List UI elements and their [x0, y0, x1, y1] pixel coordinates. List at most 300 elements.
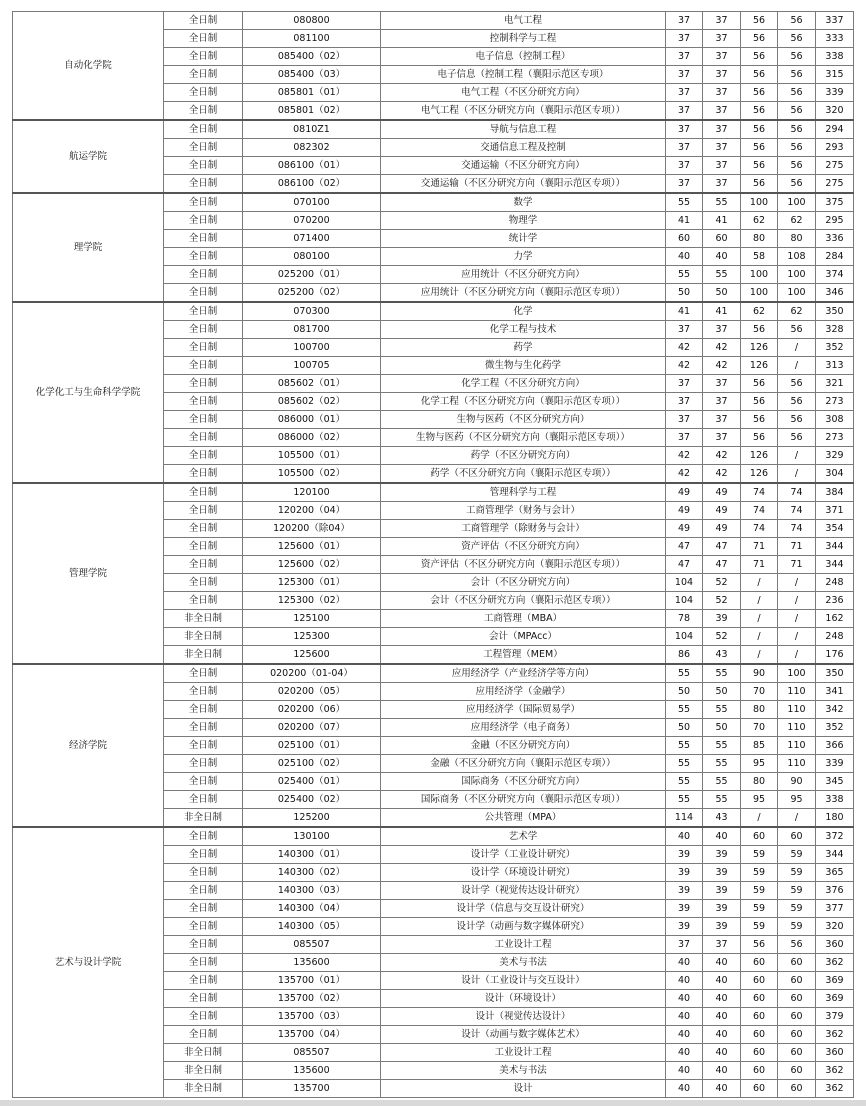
study-mode-cell: 全日制 — [164, 719, 243, 737]
course2-score-cell: 74 — [778, 483, 816, 502]
english-score-cell: 37 — [703, 157, 741, 175]
politics-score-cell: 49 — [666, 520, 703, 538]
major-name-cell: 会计（MPAcc） — [381, 628, 666, 646]
course2-score-cell: 56 — [778, 66, 816, 84]
english-score-cell: 43 — [703, 809, 741, 828]
politics-score-cell: 39 — [666, 846, 703, 864]
course1-score-cell: 56 — [741, 321, 778, 339]
english-score-cell: 37 — [703, 175, 741, 194]
politics-score-cell: 49 — [666, 483, 703, 502]
politics-score-cell: 50 — [666, 683, 703, 701]
major-name-cell: 艺术学 — [381, 827, 666, 846]
major-name-cell: 工业设计工程 — [381, 1044, 666, 1062]
major-name-cell: 生物与医药（不区分研究方向） — [381, 411, 666, 429]
course2-score-cell: 56 — [778, 393, 816, 411]
major-code-cell: 125100 — [243, 610, 381, 628]
major-name-cell: 设计（视觉传达设计） — [381, 1008, 666, 1026]
major-code-cell: 025200（01） — [243, 266, 381, 284]
english-score-cell: 55 — [703, 701, 741, 719]
politics-score-cell: 55 — [666, 755, 703, 773]
major-name-cell: 工程管理（MEM） — [381, 646, 666, 665]
total-score-cell: 372 — [816, 827, 854, 846]
score-table-body — [13, 12, 854, 1098]
politics-score-cell: 37 — [666, 157, 703, 175]
major-name-cell: 资产评估（不区分研究方向（襄阳示范区专项）） — [381, 556, 666, 574]
politics-score-cell: 50 — [666, 719, 703, 737]
table-row — [13, 12, 854, 30]
course2-score-cell: / — [778, 592, 816, 610]
major-name-cell: 控制科学与工程 — [381, 30, 666, 48]
politics-score-cell: 60 — [666, 230, 703, 248]
major-code-cell: 025400（02） — [243, 791, 381, 809]
major-name-cell: 设计学（信息与交互设计研究） — [381, 900, 666, 918]
major-name-cell: 导航与信息工程 — [381, 120, 666, 139]
politics-score-cell: 55 — [666, 737, 703, 755]
course1-score-cell: 56 — [741, 120, 778, 139]
politics-score-cell: 55 — [666, 773, 703, 791]
politics-score-cell: 37 — [666, 48, 703, 66]
study-mode-cell: 非全日制 — [164, 610, 243, 628]
english-score-cell: 49 — [703, 520, 741, 538]
major-code-cell: 125600（01） — [243, 538, 381, 556]
total-score-cell: 337 — [816, 12, 854, 30]
politics-score-cell: 78 — [666, 610, 703, 628]
politics-score-cell: 49 — [666, 502, 703, 520]
politics-score-cell: 47 — [666, 556, 703, 574]
total-score-cell: 295 — [816, 212, 854, 230]
english-score-cell: 40 — [703, 1026, 741, 1044]
course2-score-cell: 60 — [778, 827, 816, 846]
politics-score-cell: 37 — [666, 120, 703, 139]
politics-score-cell: 37 — [666, 411, 703, 429]
english-score-cell: 52 — [703, 574, 741, 592]
course1-score-cell: 56 — [741, 48, 778, 66]
study-mode-cell: 全日制 — [164, 120, 243, 139]
major-name-cell: 应用统计（不区分研究方向（襄阳示范区专项）） — [381, 284, 666, 303]
english-score-cell: 40 — [703, 990, 741, 1008]
course2-score-cell: 60 — [778, 972, 816, 990]
english-score-cell: 43 — [703, 646, 741, 665]
course2-score-cell: / — [778, 339, 816, 357]
total-score-cell: 321 — [816, 375, 854, 393]
politics-score-cell: 104 — [666, 574, 703, 592]
politics-score-cell: 40 — [666, 972, 703, 990]
course1-score-cell: 62 — [741, 212, 778, 230]
major-name-cell: 设计（工业设计与交互设计） — [381, 972, 666, 990]
total-score-cell: 377 — [816, 900, 854, 918]
table-row — [13, 120, 854, 139]
english-score-cell: 37 — [703, 139, 741, 157]
study-mode-cell: 全日制 — [164, 538, 243, 556]
politics-score-cell: 40 — [666, 1062, 703, 1080]
course2-score-cell: 59 — [778, 864, 816, 882]
course2-score-cell: 62 — [778, 212, 816, 230]
major-code-cell: 085400（02） — [243, 48, 381, 66]
total-score-cell: 362 — [816, 954, 854, 972]
politics-score-cell: 40 — [666, 1080, 703, 1098]
course1-score-cell: 80 — [741, 230, 778, 248]
total-score-cell: 162 — [816, 610, 854, 628]
study-mode-cell: 全日制 — [164, 447, 243, 465]
course1-score-cell: 56 — [741, 12, 778, 30]
major-name-cell: 工商管理学（除财务与会计） — [381, 520, 666, 538]
major-code-cell: 0810Z1 — [243, 120, 381, 139]
english-score-cell: 39 — [703, 610, 741, 628]
major-code-cell: 135600 — [243, 954, 381, 972]
course2-score-cell: / — [778, 646, 816, 665]
course1-score-cell: 56 — [741, 66, 778, 84]
total-score-cell: 362 — [816, 1080, 854, 1098]
total-score-cell: 384 — [816, 483, 854, 502]
course1-score-cell: 58 — [741, 248, 778, 266]
study-mode-cell: 全日制 — [164, 411, 243, 429]
total-score-cell: 345 — [816, 773, 854, 791]
major-code-cell: 086000（01） — [243, 411, 381, 429]
politics-score-cell: 40 — [666, 990, 703, 1008]
course1-score-cell: 100 — [741, 193, 778, 212]
course1-score-cell: 60 — [741, 1080, 778, 1098]
course2-score-cell: 110 — [778, 701, 816, 719]
major-name-cell: 设计学（动画与数字媒体研究） — [381, 918, 666, 936]
english-score-cell: 37 — [703, 375, 741, 393]
course2-score-cell: / — [778, 628, 816, 646]
major-code-cell: 080100 — [243, 248, 381, 266]
study-mode-cell: 全日制 — [164, 483, 243, 502]
course2-score-cell: 60 — [778, 1026, 816, 1044]
course1-score-cell: / — [741, 628, 778, 646]
table-row — [13, 483, 854, 502]
politics-score-cell: 37 — [666, 175, 703, 194]
table-row — [13, 827, 854, 846]
study-mode-cell: 全日制 — [164, 212, 243, 230]
major-code-cell: 135700（03） — [243, 1008, 381, 1026]
study-mode-cell: 非全日制 — [164, 1044, 243, 1062]
major-name-cell: 管理科学与工程 — [381, 483, 666, 502]
course2-score-cell: / — [778, 357, 816, 375]
table-row — [13, 302, 854, 321]
course2-score-cell: 56 — [778, 139, 816, 157]
politics-score-cell: 39 — [666, 918, 703, 936]
major-code-cell: 070300 — [243, 302, 381, 321]
english-score-cell: 42 — [703, 357, 741, 375]
politics-score-cell: 37 — [666, 102, 703, 121]
course1-score-cell: 60 — [741, 1062, 778, 1080]
study-mode-cell: 全日制 — [164, 556, 243, 574]
major-name-cell: 会计（不区分研究方向） — [381, 574, 666, 592]
major-name-cell: 物理学 — [381, 212, 666, 230]
study-mode-cell: 全日制 — [164, 465, 243, 484]
major-name-cell: 设计学（视觉传达设计研究） — [381, 882, 666, 900]
total-score-cell: 275 — [816, 175, 854, 194]
study-mode-cell: 全日制 — [164, 900, 243, 918]
english-score-cell: 39 — [703, 864, 741, 882]
study-mode-cell: 全日制 — [164, 737, 243, 755]
major-name-cell: 应用统计（不区分研究方向） — [381, 266, 666, 284]
study-mode-cell: 全日制 — [164, 990, 243, 1008]
study-mode-cell: 全日制 — [164, 12, 243, 30]
course2-score-cell: 60 — [778, 1008, 816, 1026]
course2-score-cell: / — [778, 447, 816, 465]
major-code-cell: 020200（06） — [243, 701, 381, 719]
course1-score-cell: 126 — [741, 465, 778, 484]
major-code-cell: 071400 — [243, 230, 381, 248]
politics-score-cell: 41 — [666, 212, 703, 230]
english-score-cell: 50 — [703, 719, 741, 737]
major-name-cell: 力学 — [381, 248, 666, 266]
total-score-cell: 344 — [816, 846, 854, 864]
course2-score-cell: 56 — [778, 30, 816, 48]
total-score-cell: 369 — [816, 990, 854, 1008]
course2-score-cell: 62 — [778, 302, 816, 321]
english-score-cell: 37 — [703, 48, 741, 66]
study-mode-cell: 全日制 — [164, 357, 243, 375]
college-cell: 航运学院 — [13, 120, 164, 193]
study-mode-cell: 非全日制 — [164, 1080, 243, 1098]
politics-score-cell: 55 — [666, 664, 703, 683]
course2-score-cell: 110 — [778, 737, 816, 755]
english-score-cell: 40 — [703, 954, 741, 972]
english-score-cell: 37 — [703, 936, 741, 954]
study-mode-cell: 全日制 — [164, 755, 243, 773]
major-name-cell: 药学 — [381, 339, 666, 357]
course1-score-cell: 56 — [741, 175, 778, 194]
major-code-cell: 025200（02） — [243, 284, 381, 303]
major-name-cell: 应用经济学（金融学） — [381, 683, 666, 701]
study-mode-cell: 全日制 — [164, 502, 243, 520]
major-name-cell: 应用经济学（电子商务） — [381, 719, 666, 737]
politics-score-cell: 86 — [666, 646, 703, 665]
english-score-cell: 55 — [703, 791, 741, 809]
study-mode-cell: 全日制 — [164, 664, 243, 683]
study-mode-cell: 全日制 — [164, 393, 243, 411]
total-score-cell: 304 — [816, 465, 854, 484]
major-code-cell: 085801（01） — [243, 84, 381, 102]
study-mode-cell: 全日制 — [164, 864, 243, 882]
course2-score-cell: 56 — [778, 84, 816, 102]
course2-score-cell: 110 — [778, 755, 816, 773]
course1-score-cell: 74 — [741, 520, 778, 538]
major-code-cell: 140300（03） — [243, 882, 381, 900]
course1-score-cell: 80 — [741, 701, 778, 719]
course1-score-cell: 71 — [741, 538, 778, 556]
english-score-cell: 40 — [703, 1044, 741, 1062]
english-score-cell: 60 — [703, 230, 741, 248]
major-code-cell: 080800 — [243, 12, 381, 30]
study-mode-cell: 全日制 — [164, 266, 243, 284]
course2-score-cell: 56 — [778, 429, 816, 447]
course2-score-cell: / — [778, 574, 816, 592]
total-score-cell: 352 — [816, 339, 854, 357]
english-score-cell: 55 — [703, 266, 741, 284]
course1-score-cell: 59 — [741, 864, 778, 882]
study-mode-cell: 全日制 — [164, 972, 243, 990]
total-score-cell: 273 — [816, 429, 854, 447]
total-score-cell: 354 — [816, 520, 854, 538]
total-score-cell: 320 — [816, 918, 854, 936]
politics-score-cell: 39 — [666, 882, 703, 900]
study-mode-cell: 非全日制 — [164, 1062, 243, 1080]
course1-score-cell: / — [741, 809, 778, 828]
total-score-cell: 339 — [816, 84, 854, 102]
major-code-cell: 125300 — [243, 628, 381, 646]
major-code-cell: 020200（05） — [243, 683, 381, 701]
english-score-cell: 39 — [703, 882, 741, 900]
politics-score-cell: 55 — [666, 193, 703, 212]
major-code-cell: 105500（02） — [243, 465, 381, 484]
politics-score-cell: 37 — [666, 66, 703, 84]
politics-score-cell: 50 — [666, 284, 703, 303]
college-cell: 艺术与设计学院 — [13, 827, 164, 1098]
college-cell: 经济学院 — [13, 664, 164, 827]
politics-score-cell: 37 — [666, 12, 703, 30]
course1-score-cell: 74 — [741, 483, 778, 502]
course2-score-cell: 74 — [778, 520, 816, 538]
major-code-cell: 085602（01） — [243, 375, 381, 393]
course1-score-cell: 59 — [741, 846, 778, 864]
course1-score-cell: 100 — [741, 266, 778, 284]
study-mode-cell: 全日制 — [164, 791, 243, 809]
study-mode-cell: 非全日制 — [164, 809, 243, 828]
major-name-cell: 电气工程（不区分研究方向） — [381, 84, 666, 102]
course1-score-cell: 95 — [741, 755, 778, 773]
course2-score-cell: 110 — [778, 683, 816, 701]
major-name-cell: 金融（不区分研究方向（襄阳示范区专项）） — [381, 755, 666, 773]
course2-score-cell: 60 — [778, 1062, 816, 1080]
course2-score-cell: 90 — [778, 773, 816, 791]
major-name-cell: 工业设计工程 — [381, 936, 666, 954]
total-score-cell: 344 — [816, 556, 854, 574]
politics-score-cell: 41 — [666, 302, 703, 321]
major-name-cell: 药学（不区分研究方向） — [381, 447, 666, 465]
study-mode-cell: 全日制 — [164, 302, 243, 321]
total-score-cell: 360 — [816, 1044, 854, 1062]
total-score-cell: 333 — [816, 30, 854, 48]
course2-score-cell: 95 — [778, 791, 816, 809]
major-name-cell: 化学工程（不区分研究方向） — [381, 375, 666, 393]
english-score-cell: 40 — [703, 972, 741, 990]
study-mode-cell: 全日制 — [164, 248, 243, 266]
course2-score-cell: 56 — [778, 411, 816, 429]
major-code-cell: 082302 — [243, 139, 381, 157]
major-code-cell: 070200 — [243, 212, 381, 230]
course1-score-cell: 95 — [741, 791, 778, 809]
total-score-cell: 346 — [816, 284, 854, 303]
english-score-cell: 47 — [703, 538, 741, 556]
course1-score-cell: 80 — [741, 773, 778, 791]
course2-score-cell: 56 — [778, 120, 816, 139]
english-score-cell: 39 — [703, 918, 741, 936]
total-score-cell: 350 — [816, 302, 854, 321]
course1-score-cell: 56 — [741, 936, 778, 954]
study-mode-cell: 全日制 — [164, 520, 243, 538]
politics-score-cell: 37 — [666, 84, 703, 102]
course2-score-cell: 56 — [778, 102, 816, 121]
study-mode-cell: 全日制 — [164, 773, 243, 791]
major-name-cell: 美术与书法 — [381, 1062, 666, 1080]
major-name-cell: 设计学（环境设计研究） — [381, 864, 666, 882]
major-code-cell: 125200 — [243, 809, 381, 828]
english-score-cell: 52 — [703, 592, 741, 610]
course2-score-cell: 60 — [778, 954, 816, 972]
english-score-cell: 50 — [703, 284, 741, 303]
study-mode-cell: 全日制 — [164, 1008, 243, 1026]
english-score-cell: 41 — [703, 302, 741, 321]
major-code-cell: 120200（除04） — [243, 520, 381, 538]
english-score-cell: 55 — [703, 193, 741, 212]
total-score-cell: 376 — [816, 882, 854, 900]
course2-score-cell: 59 — [778, 918, 816, 936]
politics-score-cell: 37 — [666, 936, 703, 954]
major-code-cell: 086000（02） — [243, 429, 381, 447]
major-name-cell: 应用经济学（产业经济学等方向） — [381, 664, 666, 683]
english-score-cell: 47 — [703, 556, 741, 574]
major-name-cell: 药学（不区分研究方向（襄阳示范区专项）） — [381, 465, 666, 484]
major-name-cell: 交通运输（不区分研究方向（襄阳示范区专项）） — [381, 175, 666, 194]
major-name-cell: 国际商务（不区分研究方向） — [381, 773, 666, 791]
course1-score-cell: / — [741, 610, 778, 628]
english-score-cell: 55 — [703, 755, 741, 773]
english-score-cell: 40 — [703, 1008, 741, 1026]
major-code-cell: 100705 — [243, 357, 381, 375]
total-score-cell: 371 — [816, 502, 854, 520]
major-code-cell: 020200（07） — [243, 719, 381, 737]
politics-score-cell: 40 — [666, 954, 703, 972]
major-code-cell: 135600 — [243, 1062, 381, 1080]
course1-score-cell: 62 — [741, 302, 778, 321]
study-mode-cell: 全日制 — [164, 66, 243, 84]
english-score-cell: 39 — [703, 900, 741, 918]
study-mode-cell: 全日制 — [164, 375, 243, 393]
politics-score-cell: 37 — [666, 375, 703, 393]
course1-score-cell: 60 — [741, 1026, 778, 1044]
major-code-cell: 125300（01） — [243, 574, 381, 592]
major-code-cell: 125300（02） — [243, 592, 381, 610]
bottom-scrollbar[interactable] — [0, 1100, 866, 1106]
english-score-cell: 50 — [703, 683, 741, 701]
study-mode-cell: 全日制 — [164, 48, 243, 66]
total-score-cell: 338 — [816, 48, 854, 66]
total-score-cell: 293 — [816, 139, 854, 157]
course1-score-cell: 60 — [741, 972, 778, 990]
course2-score-cell: 56 — [778, 321, 816, 339]
total-score-cell: 294 — [816, 120, 854, 139]
course2-score-cell: 110 — [778, 719, 816, 737]
total-score-cell: 180 — [816, 809, 854, 828]
college-cell: 自动化学院 — [13, 12, 164, 121]
politics-score-cell: 37 — [666, 429, 703, 447]
major-code-cell: 125600 — [243, 646, 381, 665]
course2-score-cell: 59 — [778, 846, 816, 864]
course1-score-cell: 70 — [741, 719, 778, 737]
english-score-cell: 55 — [703, 664, 741, 683]
course2-score-cell: 56 — [778, 12, 816, 30]
politics-score-cell: 39 — [666, 864, 703, 882]
english-score-cell: 49 — [703, 483, 741, 502]
major-name-cell: 化学 — [381, 302, 666, 321]
major-name-cell: 会计（不区分研究方向（襄阳示范区专项）） — [381, 592, 666, 610]
english-score-cell: 55 — [703, 773, 741, 791]
major-code-cell: 135700（01） — [243, 972, 381, 990]
course1-score-cell: 56 — [741, 375, 778, 393]
course2-score-cell: 100 — [778, 664, 816, 683]
score-table — [12, 11, 854, 1098]
major-name-cell: 生物与医药（不区分研究方向（襄阳示范区专项）） — [381, 429, 666, 447]
study-mode-cell: 全日制 — [164, 918, 243, 936]
politics-score-cell: 42 — [666, 339, 703, 357]
total-score-cell: 338 — [816, 791, 854, 809]
major-code-cell: 135700 — [243, 1080, 381, 1098]
course2-score-cell: / — [778, 610, 816, 628]
